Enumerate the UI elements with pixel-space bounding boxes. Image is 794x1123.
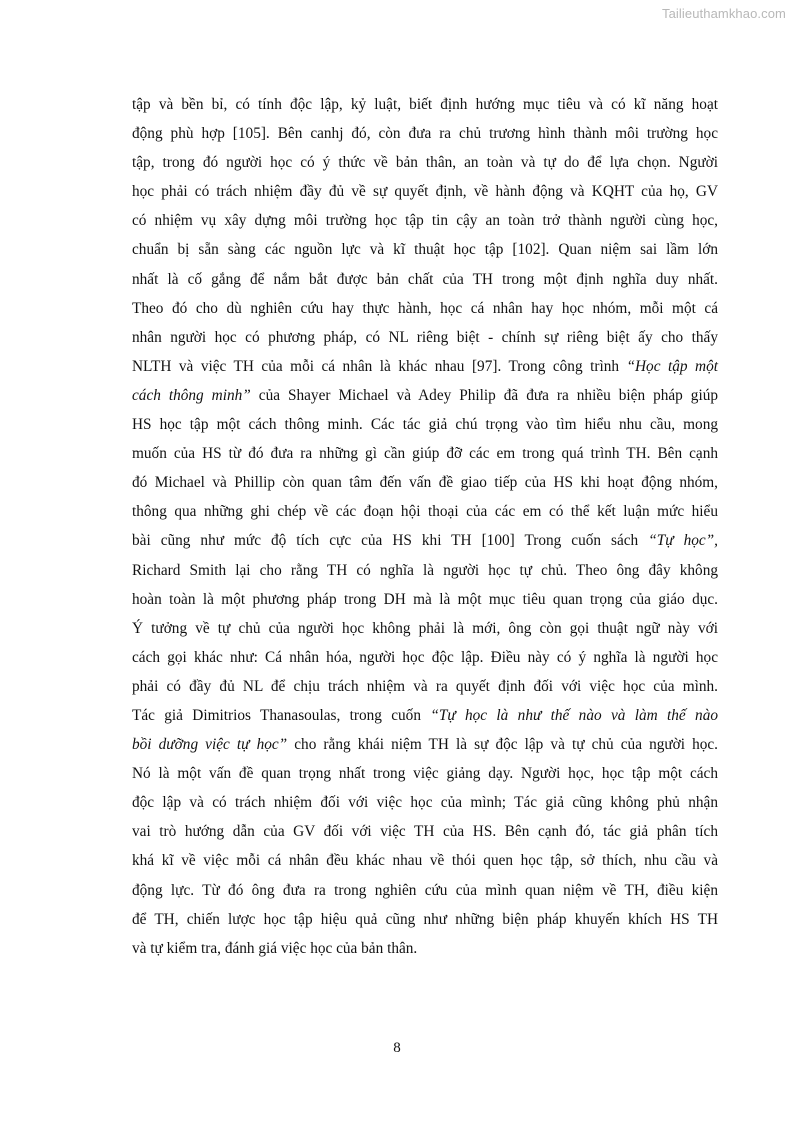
text-run: Richard Smith lại cho rằng TH có nghĩa là người học tự chủ. Theo ông đây không	[132, 561, 718, 579]
text-line	[132, 410, 718, 439]
text-run: nhất là cố gắng để nắm bắt được bản chất của TH trong một định nghĩa duy nhất.	[132, 270, 718, 288]
text-run: Tác giả Dimitrios Thanasoulas, trong cuốn	[132, 706, 431, 724]
text-run: độc lập và có trách nhiệm đối với việc học của mình; Tác giả cũng không phủ nhận	[132, 794, 718, 812]
text-run: cách gọi khác như: Cá nhân hóa, người học độc lập. Điều này có ý nghĩa là người học	[132, 648, 718, 666]
text-run: [100] Trong cuốn sách	[481, 532, 649, 550]
text-run: NLTH và việc TH của mỗi cá nhân là khác nhau [97]. Trong công trình	[132, 357, 627, 375]
text-line	[132, 381, 718, 410]
italic-title: “Học tập một	[626, 357, 718, 375]
text-line	[132, 585, 718, 614]
text-line	[132, 730, 718, 759]
text-run: tập và bền bỉ, có tính độc lập, kỷ luật, biết định hướng mục tiêu và có kĩ năng hoạt	[132, 96, 718, 113]
text-line	[132, 206, 718, 235]
text-run: tập, trong đó người học có ý thức về bản thân, an toàn và tự do để lựa chọn. Người	[132, 154, 718, 172]
text-line	[132, 497, 718, 526]
text-line	[132, 294, 718, 323]
text-run: để TH, chiến lược học tập hiệu quả cũng như những biện pháp khuyến khích HS TH	[132, 910, 718, 928]
text-line	[132, 352, 718, 381]
text-line	[132, 905, 718, 934]
text-run: Ý tưởng về tự chủ của người học không phải là mới, ông còn gọi thuật ngữ này với	[132, 619, 718, 637]
text-run: bài cũng như mức độ tích cực của HS khi TH	[132, 532, 482, 550]
text-run: chuẩn bị sẵn sàng các nguồn lực và kĩ thuật học tập [102]. Quan niệm sai lầm lớn	[132, 241, 718, 259]
text-line	[132, 323, 718, 352]
body-text	[132, 90, 718, 963]
text-run: thông qua những ghi chép về các đoạn hội thoại của các em có thể kết luận mức hiểu	[132, 503, 718, 521]
text-line	[132, 876, 718, 905]
text-run: muốn của HS từ đó đưa ra những gì cần giúp đỡ các em trong quá trình TH. Bên cạnh	[132, 445, 718, 463]
watermark: Tailieuthamkhao.com	[661, 6, 786, 21]
text-line	[132, 468, 718, 497]
text-line	[132, 265, 718, 294]
text-run: hoàn toàn là một phương pháp trong DH mà là một mục tiêu quan trọng của giáo dục.	[132, 590, 718, 608]
text-line	[132, 934, 718, 963]
text-line	[132, 526, 718, 555]
italic-title: “Tự học là như thế nào và làm thế nào	[430, 706, 718, 724]
text-line	[132, 148, 718, 177]
text-line	[132, 439, 718, 468]
text-run: Nó là một vấn đề quan trọng nhất trong việc giảng dạy. Người học, học tập một cách	[132, 765, 718, 783]
text-run: đó Michael và Phillip còn quan tâm đến vấn đề giao tiếp của HS khi hoạt động nhóm,	[132, 474, 718, 492]
text-run: và tự kiểm tra, đánh giá việc học của bản thân.	[132, 939, 418, 957]
text-line	[132, 177, 718, 206]
text-line	[132, 90, 718, 119]
text-line	[132, 846, 718, 875]
text-run: học phải có trách nhiệm đầy đủ về sự quyết định, về hành động và KQHT của họ, GV	[132, 183, 718, 201]
text-run: động phù hợp [105]. Bên canhj đó, còn đưa ra chủ trương hình thành môi trường học	[132, 125, 718, 143]
text-line	[132, 672, 718, 701]
text-run: vai trò hướng dẫn của GV đối với việc TH của HS. Bên cạnh đó, tác giả phân tích	[132, 823, 718, 841]
text-line	[132, 614, 718, 643]
text-run: khá kĩ về việc mỗi cá nhân đều khác nhau về thói quen học tập, sở thích, nhu cầu và	[132, 852, 718, 870]
text-line	[132, 788, 718, 817]
text-line	[132, 556, 718, 585]
text-run: nhân người học có phương pháp, có NL riêng biệt - chính sự riêng biệt ấy cho thấy	[132, 328, 718, 346]
text-run: có nhiệm vụ xây dựng môi trường học tập tin cậy an toàn trở thành người cùng học,	[132, 212, 718, 230]
text-line	[132, 119, 718, 148]
text-run: phải có đầy đủ NL để chịu trách nhiệm và ra quyết định đối với việc học của mình.	[132, 677, 718, 695]
italic-title: “Tự học”,	[648, 532, 718, 550]
italic-title: cách thông minh”	[132, 386, 251, 404]
text-line	[132, 701, 718, 730]
text-run: cho rằng khái niệm TH là sự độc lập và tự chủ của người học.	[287, 736, 718, 754]
text-line	[132, 235, 718, 264]
page-number: 8	[393, 1040, 401, 1056]
text-line	[132, 759, 718, 788]
text-run: của Shayer Michael và Adey Philip đã đưa ra nhiều biện pháp giúp	[250, 386, 718, 404]
text-line	[132, 817, 718, 846]
text-run: động lực. Từ đó ông đưa ra trong nghiên cứu của mình quan niệm về TH, điều kiện	[132, 881, 718, 899]
text-run: Theo đó cho dù nghiên cứu hay thực hành, học cá nhân hay học nhóm, mỗi một cá	[132, 299, 718, 317]
text-line	[132, 643, 718, 672]
italic-title: bồi dưỡng việc tự học”	[132, 736, 288, 754]
text-run: HS học tập một cách thông minh. Các tác giả chú trọng vào tìm hiểu nhu cầu, mong	[132, 416, 718, 434]
